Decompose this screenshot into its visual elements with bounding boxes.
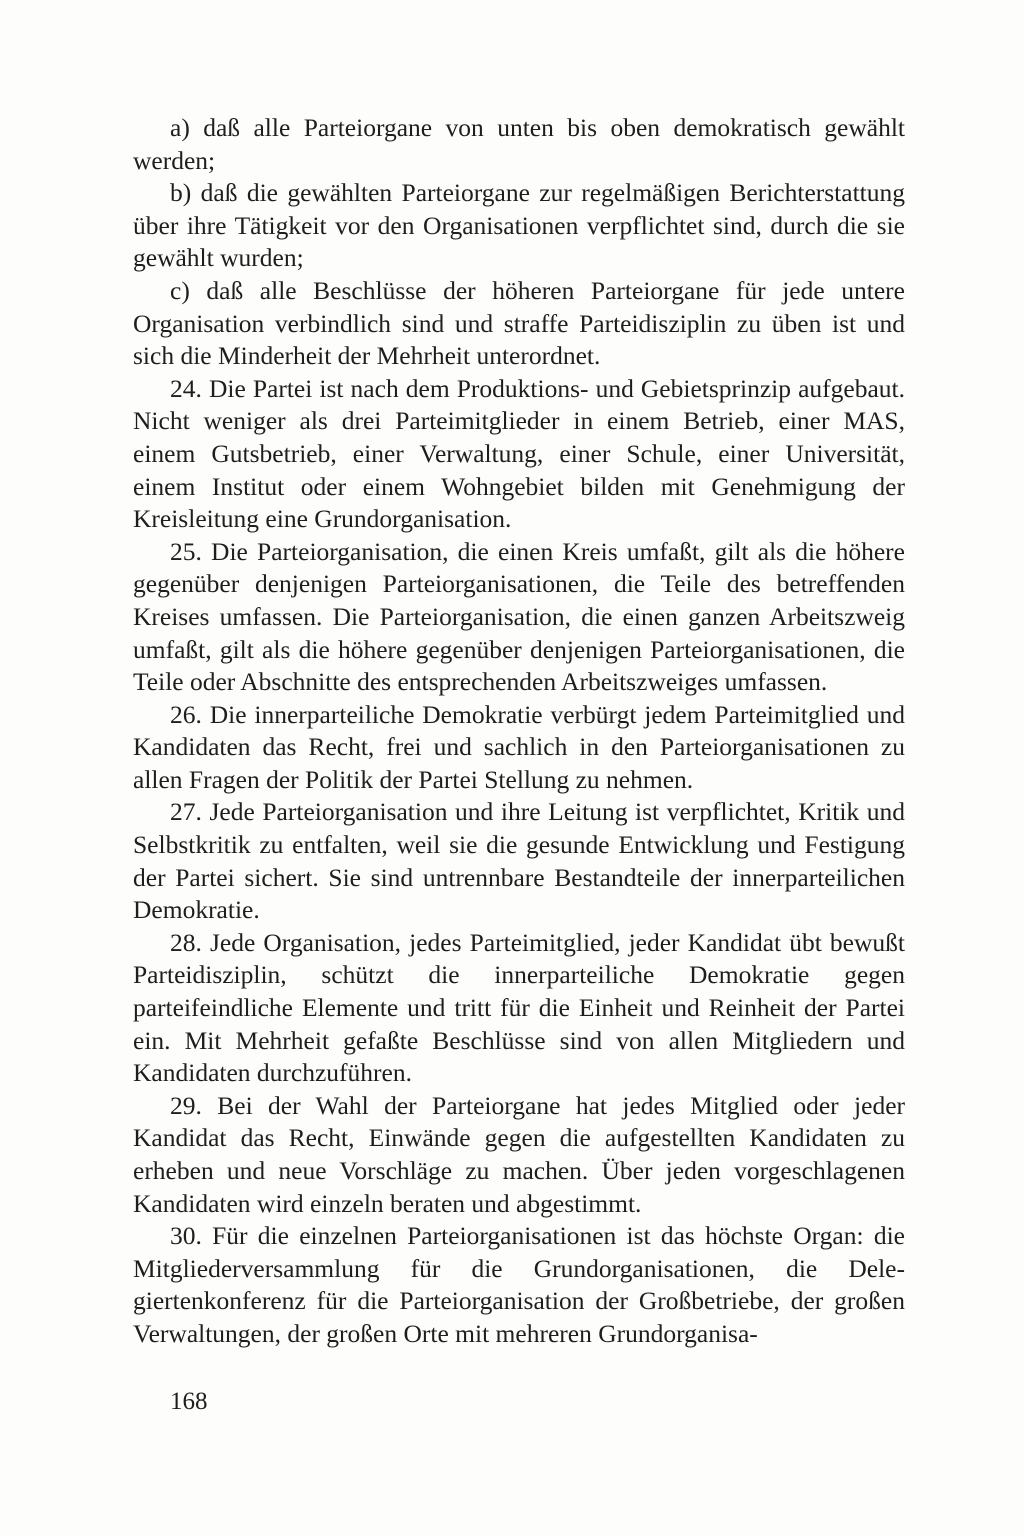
paragraph-28: 28. Jede Organisation, jedes Parteimitglied, jeder Kandidat übt bewußt Parteidisziplin, schützt die innerparteiliche Demokratie gegen parteifeindliche Elemente und tritt für die Einheit und Reinheit der Partei ein. Mit Mehrheit gefaßte Beschlüsse sind von allen Mitgliedern und Kandidaten durchzuführen. <box>133 927 905 1088</box>
paragraph-30: 30. Für die einzelnen Parteiorganisationen ist das höchste Organ: die Mitgliederversammlung für die Grundorganisationen, die Delegiertenkonferenz für die Parteiorganisation der Großbetriebe, der großen Verwaltungen, der großen Orte mit mehreren Grundorganisa- <box>133 1221 905 1348</box>
paragraph-c: c) daß alle Beschlüsse der höheren Parteiorgane für jede untere Organisation verbindlich sind und straffe Parteidisziplin zu üben ist und sich die Minderheit der Mehrheit unterordnet. <box>133 275 905 371</box>
paragraph-25: 25. Die Parteiorganisation, die einen Kreis umfaßt, gilt als die höhere gegenüber denjenigen Parteiorganisationen, die Teile des betreffenden Kreises umfassen. Die Parteiorganisation, die einen ganzen Arbeitszweig umfaßt, gilt als die höhere gegenüber denjenigen Parteiorganisationen, die Teile oder Abschnitte des entsprechenden Arbeitszweiges umfassen. <box>133 536 905 697</box>
paragraph-24: 24. Die Partei ist nach dem Produktions- und Gebietsprinzip aufgebaut. Nicht weniger als drei Parteimitglieder in einem Betrieb, einer MAS, einem Gutsbetrieb, einer Verwaltung, einer Schule, einer Universität, einem Institut oder einem Wohngebiet bilden mit Genehmigung der Kreisleitung eine Grundorganisation. <box>133 373 905 534</box>
paragraph-b: b) daß die gewählten Parteiorgane zur regelmäßigen Berichterstattung über ihre Tätigkeit vor den Organisationen verpflichtet sind, durch die sie gewählt wurden; <box>133 178 905 273</box>
body-text <box>133 112 905 1351</box>
paragraph-27: 27. Jede Parteiorganisation und ihre Leitung ist verpflichtet, Kritik und Selbstkritik zu entfalten, weil sie die gesunde Entwicklung und Festigung der Partei sichert. Sie sind untrennbare Bestandteile der innerparteilichen Demokratie. <box>133 797 905 925</box>
paragraph-29: 29. Bei der Wahl der Parteiorgane hat jedes Mitglied oder jeder Kandidat das Recht, Einwände gegen die aufgestellten Kandidaten zu erheben und neue Vorschläge zu machen. Über jeden vorgeschlagenen Kandidaten wird einzeln beraten und abgestimmt. <box>133 1090 905 1218</box>
page-number: 168 <box>170 1388 208 1415</box>
paragraph-26: 26. Die innerparteiliche Demokratie verbürgt jedem Parteimitglied und Kandidaten das Recht, frei und sachlich in den Parteiorganisationen zu allen Fragen der Politik der Partei Stellung zu nehmen. <box>133 699 905 794</box>
paragraph-a: a) daß alle Parteiorgane von unten bis oben demokratisch gewählt werden; <box>133 113 905 175</box>
